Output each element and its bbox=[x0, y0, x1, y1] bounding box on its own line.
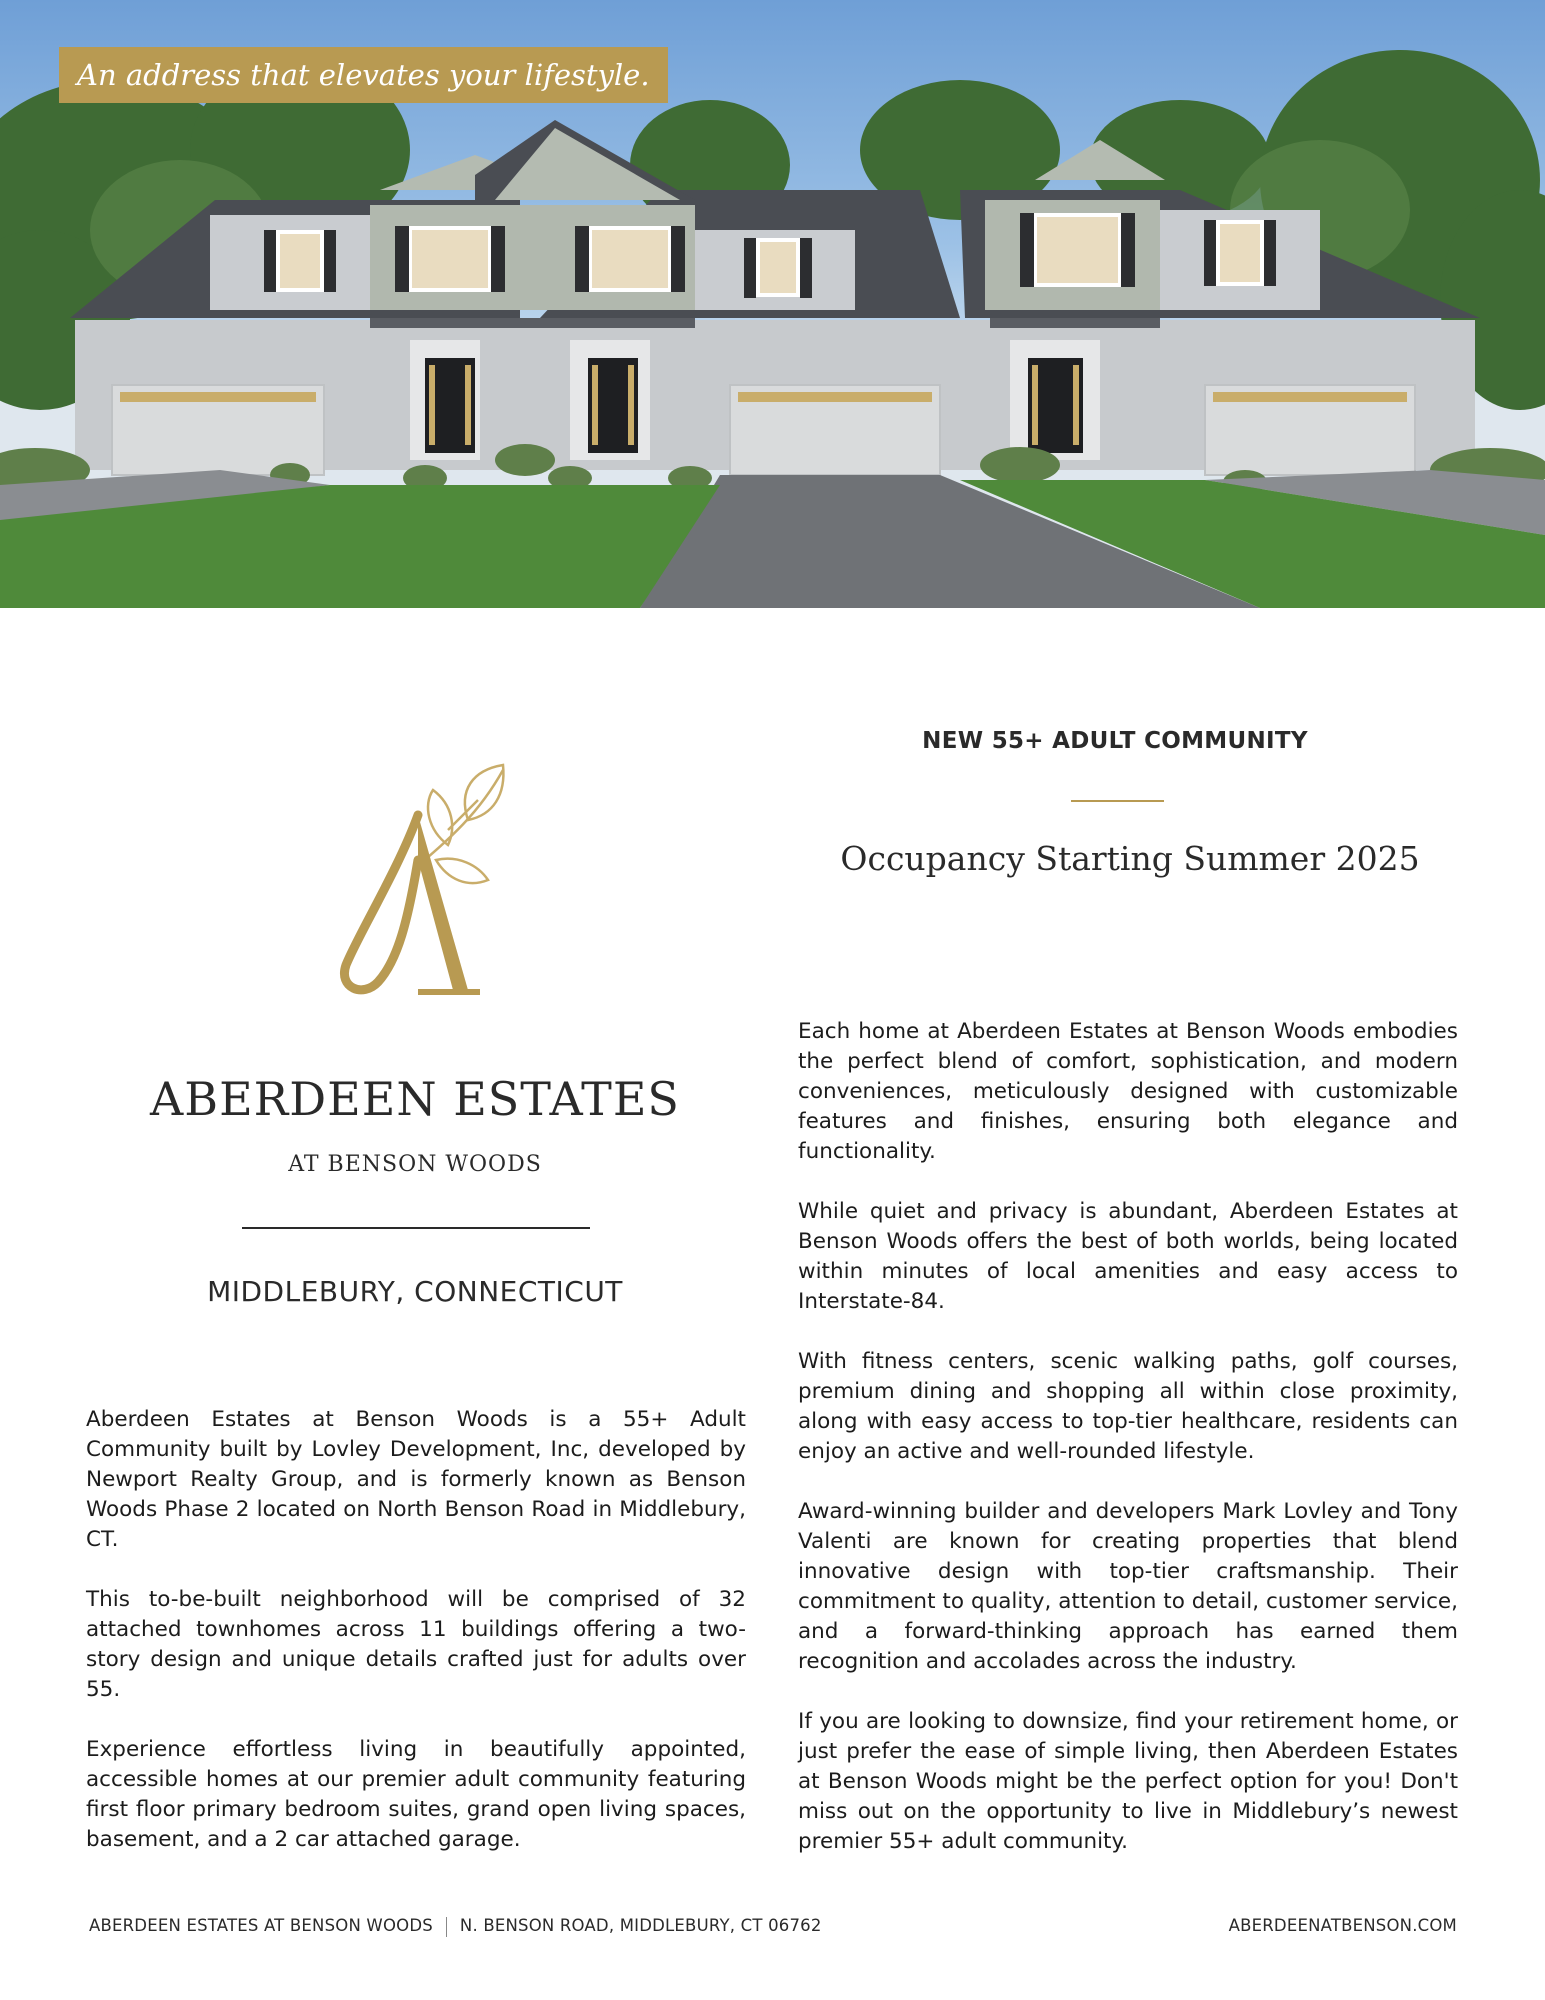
paragraph: Award-winning builder and developers Mark Lovley and Tony Valenti are known for creating properties that blend innovative design with top-tier craftsmanship. Their commitment to quality, attention to detail, customer service, and a forward-thinking approach has earned them recognition and accolades across the industry. bbox=[798, 1499, 1458, 1674]
brand-subtitle: AT BENSON WOODS bbox=[288, 1152, 542, 1177]
paragraph: If you are looking to downsize, find your retirement home, or just prefer the ease of simple living, then Aberdeen Estates at Benson Woods might be the perfect option for you! Don't miss out on the opportunity to live in Middlebury’s newest premier 55+ adult community. bbox=[798, 1709, 1458, 1854]
footer-name: ABERDEEN ESTATES AT BENSON WOODS bbox=[89, 1916, 433, 1935]
paragraph: This to-be-built neighborhood will be comprised of 32 attached townhomes across 11 buildings offering a two-story design and unique details crafted just for adults over 55. bbox=[86, 1587, 746, 1702]
footer-website-link[interactable]: ABERDEENATBENSON.COM bbox=[1228, 1916, 1457, 1935]
paragraph: While quiet and privacy is abundant, Aberdeen Estates at Benson Woods offers the best of both worlds, being located within minutes of local amenities and easy access to Interstate-84. bbox=[798, 1199, 1458, 1314]
paragraph: Aberdeen Estates at Benson Woods is a 55+ Adult Community built by Lovley Development, Inc, developed by Newport Realty Group, and is formerly known as Benson Woods Phase 2 located on North Benson Road in Middlebury, CT. bbox=[86, 1407, 746, 1552]
location-heading: MIDDLEBURY, CONNECTICUT bbox=[207, 1275, 623, 1308]
paragraph: Each home at Aberdeen Estates at Benson Woods embodies the perfect blend of comfort, sophistication, and modern conveniences, meticulously designed with customizable features and finishes, ensuring both elegance and functionality. bbox=[798, 1019, 1458, 1164]
brand-divider bbox=[242, 1227, 590, 1229]
community-eyebrow: NEW 55+ ADULT COMMUNITY bbox=[922, 728, 1308, 754]
gold-divider bbox=[1071, 800, 1164, 802]
footer-separator bbox=[446, 1917, 447, 1937]
footer-info bbox=[89, 1916, 822, 1937]
letter-a-leaf-monogram-icon bbox=[318, 760, 528, 1000]
left-column-copy bbox=[86, 1405, 746, 1885]
footer-address: N. BENSON ROAD, MIDDLEBURY, CT 06762 bbox=[459, 1916, 822, 1935]
hero-image bbox=[0, 0, 1545, 608]
brand-title: ABERDEEN ESTATES bbox=[150, 1072, 680, 1126]
right-column-copy bbox=[798, 1017, 1458, 1887]
paragraph: Experience effortless living in beautifully appointed, accessible homes at our premier adult community featuring first floor primary bedroom suites, grand open living spaces, basement, and a 2 car attached garage. bbox=[86, 1737, 746, 1852]
paragraph: With fitness centers, scenic walking paths, golf courses, premium dining and shopping all within close proximity, along with easy access to top-tier healthcare, residents can enjoy an active and well-rounded lifestyle. bbox=[798, 1349, 1458, 1464]
hero-tagline: An address that elevates your lifestyle. bbox=[59, 47, 668, 103]
occupancy-heading: Occupancy Starting Summer 2025 bbox=[840, 839, 1420, 878]
